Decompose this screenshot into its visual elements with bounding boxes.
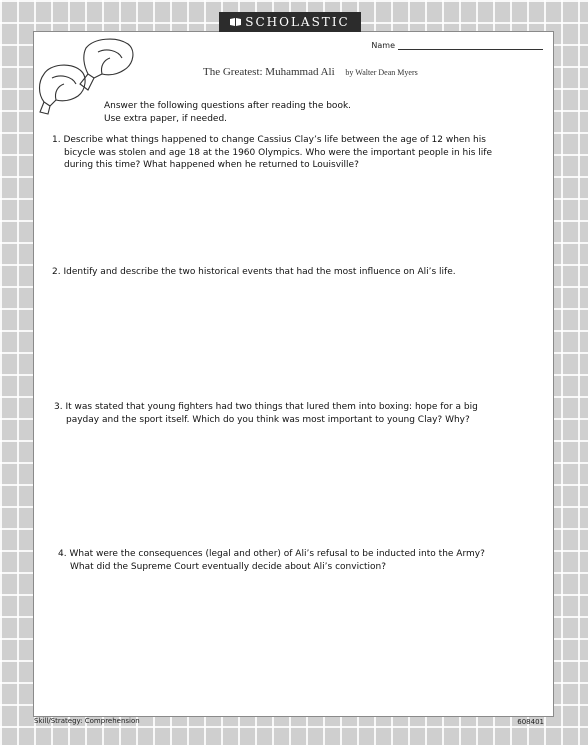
name-label: Name bbox=[371, 41, 395, 50]
question-number: 2. bbox=[52, 267, 61, 277]
question-text-line: What were the consequences (legal and other) of Ali’s refusal to be inducted into the Army? bbox=[69, 549, 485, 559]
question-number: 4. bbox=[58, 549, 67, 559]
question-text-line: bicycle was stolen and age 18 at the 1960 Olympics. Who were the important people in his life bbox=[64, 147, 492, 158]
instructions-line-2: Use extra paper, if needed. bbox=[104, 114, 228, 124]
scholastic-logo bbox=[219, 12, 361, 32]
question-2 bbox=[52, 266, 538, 279]
question-text-line: Identify and describe the two historical events that had the most influence on Ali’s life. bbox=[63, 267, 456, 277]
book-icon bbox=[230, 18, 241, 26]
skill-strategy-label: Skill/Strategy: Comprehension bbox=[34, 717, 140, 725]
question-text-line: What did the Supreme Court eventually decide about Ali’s conviction? bbox=[70, 561, 387, 572]
question-3 bbox=[54, 401, 540, 426]
question-text-line: during this time? What happened when he returned to Louisville? bbox=[64, 160, 359, 170]
book-byline: by Walter Dean Myers bbox=[345, 68, 418, 77]
question-number: 3. bbox=[54, 402, 63, 412]
question-4 bbox=[58, 548, 544, 573]
question-1 bbox=[52, 134, 538, 172]
question-text-line: It was stated that young fighters had two things that lured them into boxing: hope for a big bbox=[65, 402, 478, 412]
question-text-line: payday and the sport itself. Which do you think was most important to young Clay? Why? bbox=[66, 414, 470, 425]
name-field[interactable] bbox=[371, 41, 543, 50]
instructions bbox=[104, 100, 351, 126]
brand-name: SCHOLASTIC bbox=[245, 15, 350, 29]
book-title-line bbox=[203, 66, 418, 78]
instructions-line-1: Answer the following questions after reading the book. bbox=[104, 101, 352, 111]
question-number: 1. bbox=[52, 135, 61, 145]
product-code: 608401 bbox=[517, 718, 544, 726]
question-text-line: Describe what things happened to change Cassius Clay’s life between the age of 12 when his bbox=[63, 135, 486, 145]
name-underline[interactable] bbox=[398, 41, 543, 50]
book-title: The Greatest: Muhammad Ali bbox=[203, 66, 335, 78]
worksheet-page bbox=[33, 31, 554, 717]
